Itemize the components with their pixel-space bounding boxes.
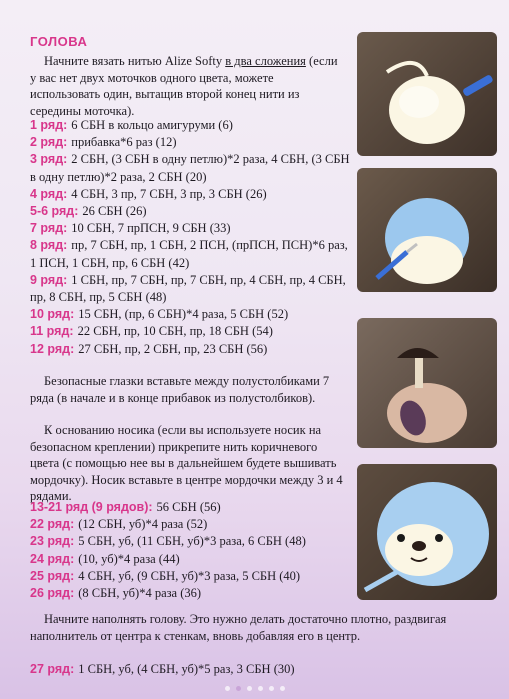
intro-text-1: Начните вязать нитью Alize Softy: [44, 54, 226, 68]
row-label: 9 ряд:: [30, 272, 68, 287]
row-text: 10 СБН, 7 прПСН, 9 СБН (33): [71, 221, 231, 236]
row-text: пр, 7 СБН, пр, 1 СБН, 2 ПСН, (прПСН, ПСН)*6 раз, 1 ПСН, 1 СБН, пр, 6 СБН (42): [30, 238, 348, 270]
page-dot[interactable]: [247, 686, 252, 691]
row-text: 27 СБН, пр, 2 СБН, пр, 23 СБН (56): [78, 341, 268, 356]
row-item: [30, 117, 350, 134]
row-label: 24 ряд:: [30, 551, 75, 566]
row-item: [30, 568, 350, 585]
row-item: [30, 533, 350, 550]
row-label: 11 ряд:: [30, 324, 74, 339]
row-text: 4 СБН, 3 пр, 7 СБН, 3 пр, 3 СБН (26): [71, 186, 267, 201]
row-label: 22 ряд:: [30, 517, 75, 532]
row-label: 26 ряд:: [30, 586, 75, 601]
row-text: 6 СБН в кольцо амигуруми (6): [71, 118, 233, 132]
row-text: 1 СБН, пр, 7 СБН, пр, 7 СБН, пр, 4 СБН, пр, 4 СБН, пр, 8 СБН, пр, 5 СБН (48): [30, 272, 346, 305]
row-item: [30, 203, 350, 220]
page-indicator: [0, 686, 509, 691]
eyes-note: Безопасные глазки вставьте между полустолбиками 7 ряда (в начале и в конце прибавок из полустолбиков).: [30, 374, 330, 405]
last-row: [30, 661, 350, 678]
intro-paragraph: [30, 53, 346, 119]
page-dot[interactable]: [258, 686, 263, 691]
fill-note: Начните наполнять голову. Это нужно делать достаточно плотно, раздвигая наполнитель от центра к стенкам, вновь добавляя его в центр.: [30, 612, 447, 643]
row-text: 4 СБН, уб, (9 СБН, уб)*3 раза, 5 СБН (40): [78, 568, 301, 583]
page-dot[interactable]: [280, 686, 285, 691]
row-label: 2 ряд:: [30, 135, 68, 150]
section-title: ГОЛОВА: [30, 34, 88, 49]
page-dot[interactable]: [269, 686, 274, 691]
row-label: 10 ряд:: [30, 307, 75, 322]
row-label: 7 ряд:: [30, 221, 68, 236]
intro-text-2: (если у вас нет двух моточков одного цвета, можете использовать один, вытащив второй конец нити из середины моточка).: [30, 54, 338, 118]
row-text: 5 СБН, уб, (11 СБН, уб)*3 раза, 6 СБН (48): [78, 534, 306, 549]
row-label: 25 ряд:: [30, 568, 75, 583]
row-item: [30, 272, 350, 306]
row-item: [30, 134, 350, 151]
photo-blue-head: [357, 168, 497, 292]
row-text: (12 СБН, уб)*4 раза (52): [78, 517, 208, 532]
row-text: 15 СБН, (пр, 6 СБН)*4 раза, 5 СБН (52): [78, 307, 289, 322]
intro-underlined: в два сложения: [225, 54, 306, 68]
rows-top-list: [30, 117, 350, 358]
photo-ball: [357, 32, 497, 156]
row-label: 27 ряд:: [30, 662, 75, 676]
row-label: 1 ряд:: [30, 118, 68, 132]
row-item: [30, 186, 350, 203]
row-item: [30, 585, 350, 602]
row-item: [30, 551, 350, 568]
row-item: [30, 237, 350, 271]
row-text: 2 СБН, (3 СБН в одну петлю)*2 раза, 4 СБН, (3 СБН в одну петлю)*2 раза, 2 СБН (20): [30, 152, 350, 184]
row-text: 22 СБН, пр, 10 СБН, пр, 18 СБН (54): [77, 324, 273, 339]
row-text: 1 СБН, уб, (4 СБН, уб)*5 раз, 3 СБН (30): [78, 662, 295, 676]
row-label: 4 ряд:: [30, 186, 68, 201]
row-item: [30, 323, 350, 340]
row-item: [30, 220, 350, 237]
row-item: [30, 341, 350, 358]
row-label: 5-6 ряд:: [30, 204, 79, 219]
page-dot[interactable]: [225, 686, 230, 691]
row-item: [30, 499, 350, 516]
nose-note: К основанию носика (если вы используете носик на безопасном креплении) прикрепите нить коричневого цвета (с помощью нее вы в дальнейшем будете вышивать мордочку). Носик вставьте в центре мордочки между 3 и 4 рядами.: [30, 423, 343, 503]
row-label: 12 ряд:: [30, 341, 75, 356]
rows-bottom-list: [30, 499, 350, 602]
row-label: 8 ряд:: [30, 238, 68, 253]
row-item: [30, 516, 350, 533]
photo-seal-face: [357, 464, 497, 600]
row-text: 26 СБН (26): [82, 204, 147, 219]
row-item: [30, 151, 350, 185]
row-label: 3 ряд:: [30, 152, 68, 167]
photo-safety-eye: [357, 318, 497, 448]
row-item: [30, 306, 350, 323]
row-text: 56 СБН (56): [156, 500, 221, 514]
row-text: прибавка*6 раз (12): [71, 135, 177, 150]
row-text: (10, уб)*4 раза (44): [78, 551, 180, 566]
row-label: 13-21 ряд (9 рядов):: [30, 500, 153, 514]
page-dot[interactable]: [236, 686, 241, 691]
row-text: (8 СБН, уб)*4 раза (36): [78, 586, 202, 601]
row-label: 23 ряд:: [30, 534, 75, 549]
